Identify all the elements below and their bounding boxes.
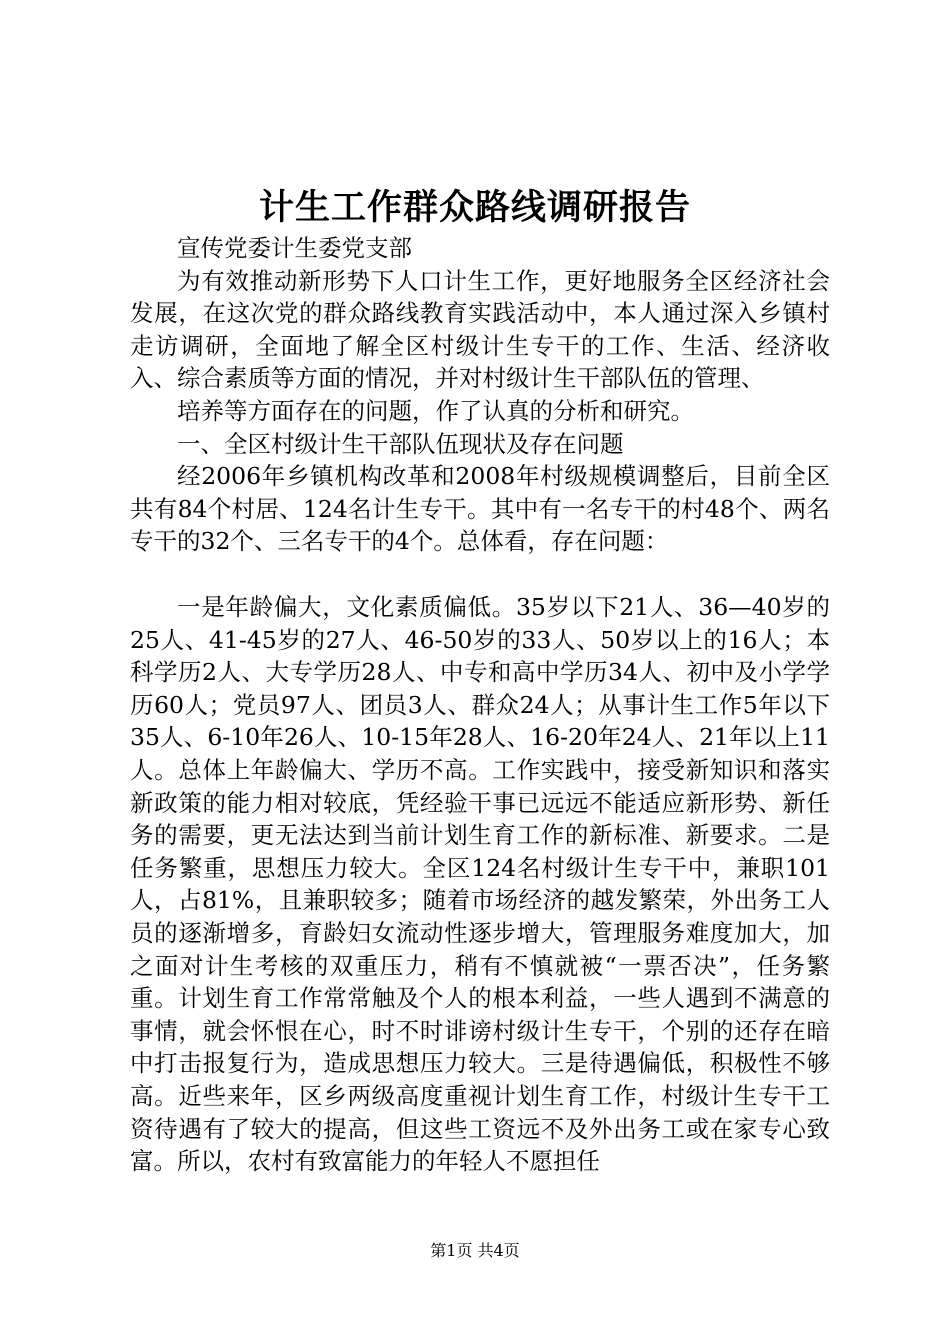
intro-paragraph-continued: 培养等方面存在的问题，作了认真的分析和研究。 (177, 396, 694, 425)
body-section-bottom (130, 591, 830, 1178)
section-heading: 一、全区村级计生干部队伍现状及存在问题 (177, 429, 624, 458)
problems-paragraph: 一是年龄偏大，文化素质偏低。35岁以下21人、36—40岁的25人、41-45岁的27人、46-50岁的33人、50岁以上的16人；本科学历2人、大专学历28人、中专和高中学历34人、初中及小学学历60人；党员97人、团员3人、群众24人；从事计生工作5年以下35人、6-10年26人、10-15年28人、16-20年24人、21年以上11人。总体上年龄偏大、学历不高。工作实践中，接受新知识和落实新政策的能力相对较底，凭经验干事已远远不能适应新形势、新任务的需要，更无法达到当前计划生育工作的新标准、新要求。二是任务繁重，思想压力较大。全区124名村级计生专干中，兼职101人，占81%，且兼职较多；随着市场经济的越发繁荣，外出务工人员的逐渐增多，育龄妇女流动性逐步增大，管理服务难度加大，加之面对计生考核的双重压力，稍有不慎就被“一票否决”，任务繁重。计划生育工作常常触及个人的根本利益，一些人遇到不满意的事情，就会怀恨在心，时不时诽谤村级计生专干，个别的还存在暗中打击报复行为，造成思想压力较大。三是待遇偏低，积极性不够高。近些来年，区乡两级高度重视计划生育工作，村级计生专干工资待遇有了较大的提高，但这些工资远不及外出务工或在家专心致富。所以，农村有致富能力的年轻人不愿担任 (130, 593, 830, 1176)
document-title: 计生工作群众路线调研报告 (258, 187, 691, 228)
body-section-top (130, 232, 830, 558)
intro-paragraph: 为有效推动新形势下人口计生工作，更好地服务全区经济社会发展，在这次党的群众路线教育实践活动中，本人通过深入乡镇村走访调研，全面地了解全区村级计生专干的工作、生活、经济收入、综合素质等方面的情况，并对村级计生干部队伍的管理、 (130, 266, 830, 393)
page-footer: 第1页 共4页 (430, 1241, 520, 1260)
author-line: 宣传党委计生委党支部 (177, 234, 412, 262)
status-paragraph: 经2006年乡镇机构改革和2008年村级规模调整后，目前全区共有84个村居、124名计生专干。其中有一名专干的村48个、两名专干的32个、三名专干的4个。总体看，存在问题： (130, 462, 830, 556)
